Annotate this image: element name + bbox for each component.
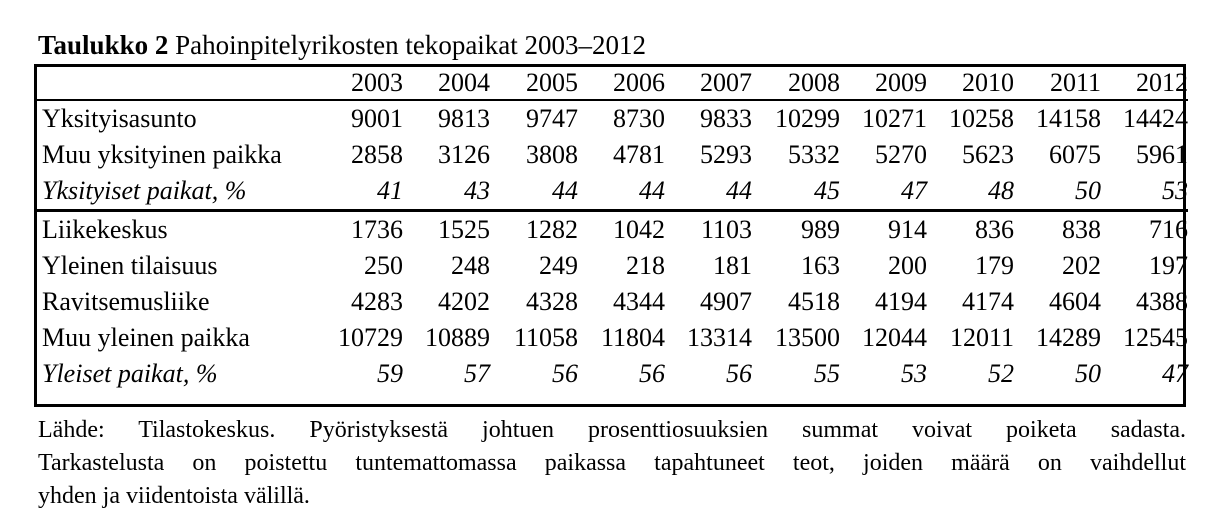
- table-cell: 202: [1062, 251, 1101, 280]
- table-cell: 1103: [700, 215, 752, 244]
- row-label: Yleinen tilaisuus: [42, 251, 218, 280]
- table-cell: 248: [451, 251, 490, 280]
- table-cell: 2858: [351, 140, 403, 169]
- table-cell: 218: [626, 251, 665, 280]
- table-cell: 6075: [1049, 140, 1101, 169]
- table-cell: 50: [1075, 359, 1101, 388]
- table-cell: 3126: [438, 140, 490, 169]
- header-corner: [37, 67, 323, 100]
- year-header: 2007: [665, 67, 752, 100]
- table-cell: 47: [1162, 359, 1188, 388]
- table-cell: 55: [814, 359, 840, 388]
- table-cell: 57: [464, 359, 490, 388]
- caption-title: Pahoinpitelyrikosten tekopaikat 2003–2012: [175, 30, 647, 60]
- table-cell: 197: [1149, 251, 1188, 280]
- table-cell: 3808: [526, 140, 578, 169]
- table-cell: 10299: [775, 104, 840, 133]
- header-row: [37, 67, 1188, 100]
- table-cell: 10729: [338, 323, 403, 352]
- table-cell: 5623: [962, 140, 1014, 169]
- table-cell: 56: [552, 359, 578, 388]
- table-cell: 12545: [1123, 323, 1188, 352]
- year-header: 2010: [927, 67, 1014, 100]
- table-cell: 47: [840, 173, 927, 211]
- table-cell: 914: [888, 215, 927, 244]
- row-label: Liikekeskus: [42, 215, 168, 244]
- table-cell: 48: [927, 173, 1014, 211]
- row-label: Yksityisasunto: [42, 104, 197, 133]
- table-cell: 12044: [862, 323, 927, 352]
- table-cell: 200: [888, 251, 927, 280]
- table-cell: 8730: [613, 104, 665, 133]
- table-cell: 4202: [438, 287, 490, 316]
- table-cell: 56: [639, 359, 665, 388]
- row-yleinen-tilaisuus: [37, 248, 1188, 284]
- table-cell: 9813: [438, 104, 490, 133]
- table-cell: 53: [901, 359, 927, 388]
- footnote-line: Tarkastelusta on poistettu tuntemattomassa paikassa tapahtuneet teot, joiden määrä on vaihdellut: [38, 450, 1186, 476]
- table-cell: 10271: [862, 104, 927, 133]
- table-cell: 179: [975, 251, 1014, 280]
- table-cell: 4907: [700, 287, 752, 316]
- year-header: 2003: [323, 67, 403, 100]
- table-cell: 4174: [962, 287, 1014, 316]
- table-cell: 5293: [700, 140, 752, 169]
- row-label: Muu yksityinen paikka: [42, 140, 282, 169]
- table-cell: 1282: [526, 215, 578, 244]
- row-yksityiset-paikat-pct: [37, 173, 1188, 211]
- table-cell: 9747: [526, 104, 578, 133]
- table-cell: 44: [578, 173, 665, 211]
- table-cell: 836: [975, 215, 1014, 244]
- row-label: Muu yleinen paikka: [42, 323, 250, 352]
- row-ravitsemusliike: [37, 284, 1188, 320]
- table-cell: 4604: [1049, 287, 1101, 316]
- year-header: 2009: [840, 67, 927, 100]
- row-liikekeskus: [37, 211, 1188, 249]
- table-cell: 13314: [687, 323, 752, 352]
- table-cell: 716: [1149, 215, 1188, 244]
- table-footnote: [38, 414, 1186, 513]
- row-label: Ravitsemusliike: [42, 287, 210, 316]
- table-cell: 4781: [613, 140, 665, 169]
- table-cell: 250: [364, 251, 403, 280]
- table-cell: 249: [539, 251, 578, 280]
- table-cell: 14158: [1036, 104, 1101, 133]
- table-cell: 4344: [613, 287, 665, 316]
- caption-label: Taulukko 2: [38, 30, 169, 60]
- year-header: 2011: [1014, 67, 1101, 100]
- table-cell: 181: [713, 251, 752, 280]
- table-cell: 9001: [351, 104, 403, 133]
- table-cell: 44: [490, 173, 578, 211]
- year-header: 2004: [403, 67, 490, 100]
- year-header: 2005: [490, 67, 578, 100]
- table-cell: 4388: [1136, 287, 1188, 316]
- table-cell: 45: [752, 173, 840, 211]
- table-cell: 5961: [1136, 140, 1188, 169]
- table-cell: 1736: [351, 215, 403, 244]
- data-table: [34, 64, 1186, 407]
- table-cell: 9833: [700, 104, 752, 133]
- year-header: 2006: [578, 67, 665, 100]
- row-muu-yksityinen-paikka: [37, 137, 1188, 173]
- table-cell: 44: [665, 173, 752, 211]
- row-label: Yleiset paikat, %: [42, 359, 218, 388]
- table-cell: 13500: [775, 323, 840, 352]
- table-cell: 53: [1101, 173, 1188, 211]
- table-caption: [38, 28, 646, 62]
- table-cell: 163: [801, 251, 840, 280]
- row-yleiset-paikat-pct: [37, 356, 1188, 392]
- table-cell: 11804: [600, 323, 665, 352]
- year-header: 2012: [1101, 67, 1188, 100]
- table-cell: 10889: [425, 323, 490, 352]
- table-cell: 1525: [438, 215, 490, 244]
- table-cell: 5332: [788, 140, 840, 169]
- table-cell: 56: [726, 359, 752, 388]
- footnote-line: yhden ja viidentoista välillä.: [38, 483, 310, 509]
- table-cell: 14289: [1036, 323, 1101, 352]
- table-cell: 4194: [875, 287, 927, 316]
- table-cell: 4328: [526, 287, 578, 316]
- table-cell: 59: [377, 359, 403, 388]
- table-cell: 50: [1014, 173, 1101, 211]
- table-cell: 12011: [949, 323, 1014, 352]
- table-cell: 52: [988, 359, 1014, 388]
- row-muu-yleinen-paikka: [37, 320, 1188, 356]
- table-cell: 1042: [613, 215, 665, 244]
- row-label: Yksityiset paikat, %: [37, 173, 323, 211]
- table-cell: 4283: [351, 287, 403, 316]
- table-cell: 11058: [513, 323, 578, 352]
- table-cell: 989: [801, 215, 840, 244]
- table-cell: 4518: [788, 287, 840, 316]
- table-cell: 10258: [949, 104, 1014, 133]
- table-cell: 14424: [1123, 104, 1188, 133]
- table-cell: 41: [323, 173, 403, 211]
- table-cell: 43: [403, 173, 490, 211]
- row-yksityisasunto: [37, 100, 1188, 137]
- table-cell: 838: [1062, 215, 1101, 244]
- table-cell: 5270: [875, 140, 927, 169]
- year-header: 2008: [752, 67, 840, 100]
- footnote-line: Lähde: Tilastokeskus. Pyöristyksestä johtuen prosenttiosuuksien summat voivat poiketa sadasta.: [38, 417, 1186, 443]
